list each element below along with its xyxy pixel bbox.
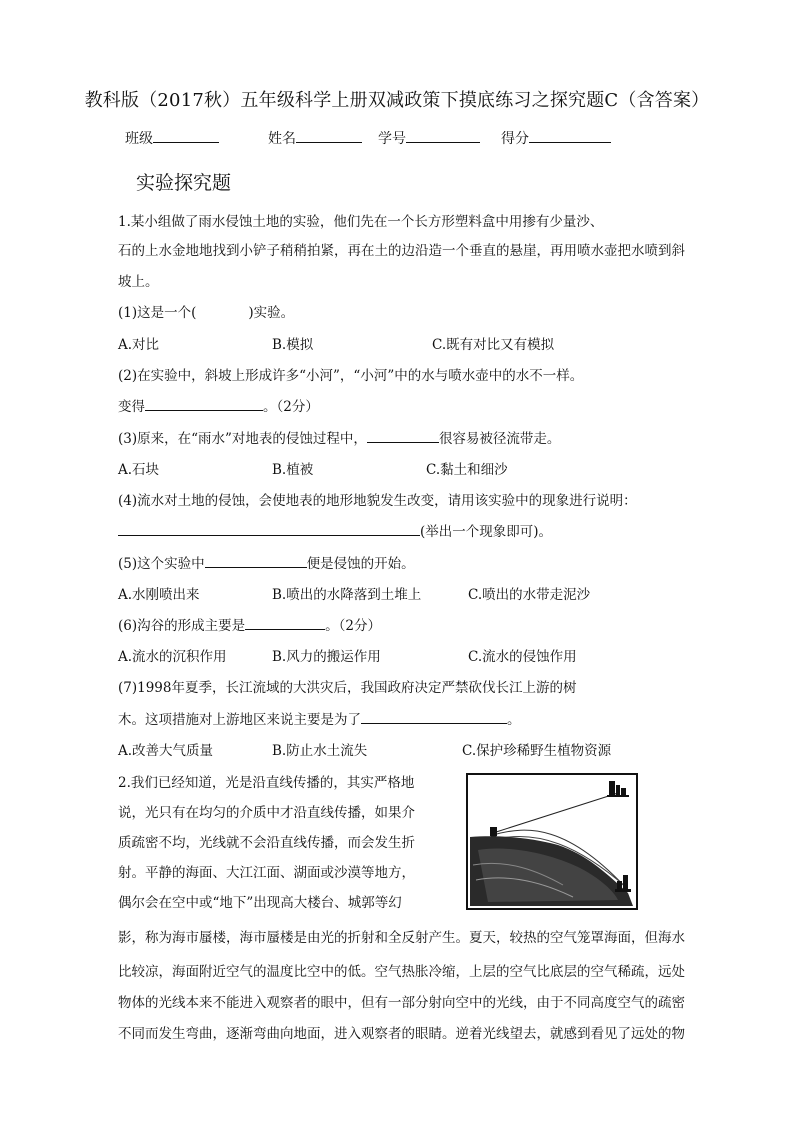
score-label: 得分 <box>501 131 529 147</box>
student-id-field <box>378 128 480 148</box>
q1-sub2-text-a: 变得 <box>118 399 145 415</box>
score-blank[interactable] <box>529 128 611 143</box>
q1-sub3-option-b[interactable]: B.植被 <box>272 462 314 478</box>
q1-sub6-option-a[interactable]: A.流水的沉积作用 <box>118 649 227 665</box>
q1-sub3-text-a: (3)原来，在“雨水”对地表的侵蚀过程中， <box>118 431 367 447</box>
student-id-label: 学号 <box>378 131 406 147</box>
q1-sub5-text-a: (5)这个实验中 <box>118 556 205 572</box>
q1-sub6 <box>118 614 381 634</box>
q1-sub3-text-b: 很容易被径流带走。 <box>438 431 561 447</box>
q1-sub7-option-b[interactable]: B.防止水土流失 <box>272 743 368 759</box>
page-title: 教科版（2017秋）五年级科学上册双减政策下摸底练习之探究题C（含答案） <box>84 90 710 111</box>
q1-sub2-line: (2)在实验中，斜坡上形成许多“小河”，“小河”中的水与喷水壶中的水不一样。 <box>118 368 584 384</box>
q1-sub7-answer <box>118 708 521 728</box>
score-field <box>501 128 611 148</box>
q1-line-1: 1.某小组做了雨水侵蚀土地的实验，他们先在一个长方形塑料盒中用掺有少量沙、 <box>118 214 604 230</box>
q1-sub7-option-c[interactable]: C.保护珍稀野生植物资源 <box>462 743 612 759</box>
q1-sub7-text-a: 木。这项措施对上游地区来说主要是为了 <box>118 712 361 728</box>
q1-sub4-line: (4)流水对土地的侵蚀，会使地表的地形地貌发生改变，请用该实验中的现象进行说明： <box>118 493 637 509</box>
q2-line-7: 比较凉，海面附近空气的温度比空中的低。空气热胀冷缩，上层的空气比底层的空气稀疏，远处 <box>118 964 685 980</box>
q1-sub4-blank[interactable] <box>118 522 420 536</box>
q1-sub5-option-c[interactable]: C.喷出的水带走泥沙 <box>468 587 591 603</box>
q2-line-1: 2.我们已经知道，光是沿直线传播的，其实严格地 <box>118 775 415 791</box>
q1-sub1 <box>118 301 294 321</box>
q1-sub1-option-a[interactable]: A.对比 <box>118 337 160 353</box>
q1-sub5-text-b: 便是侵蚀的开始。 <box>306 556 415 572</box>
q1-sub3 <box>118 427 560 447</box>
class-field <box>125 128 219 148</box>
q2-line-5: 偶尔会在空中或“地下”出现高大楼台、城郭等幻 <box>118 895 402 911</box>
q1-sub5-option-b[interactable]: B.喷出的水降落到土堆上 <box>272 587 422 603</box>
q1-sub7-option-a[interactable]: A.改善大气质量 <box>118 743 214 759</box>
q1-sub7-line: (7)1998年夏季，长江流域的大洪灾后，我国政府决定严禁砍伐长江上游的树 <box>118 680 577 696</box>
q1-line-2: 石的上水金地地找到小铲子稍稍拍紧，再在土的边沿造一个垂直的悬崖，再用喷水壶把水喷到斜 <box>118 243 685 259</box>
q1-sub6-blank[interactable] <box>245 616 325 630</box>
q1-sub1-text-a: (1)这是一个( <box>118 305 197 321</box>
q1-sub7-blank[interactable] <box>361 710 507 724</box>
q1-sub5-blank[interactable] <box>205 554 307 568</box>
q1-sub2-text-b: 。（2分） <box>263 399 319 415</box>
q2-line-6: 影，称为海市蜃楼，海市蜃楼是由光的折射和全反射产生。夏天，较热的空气笼罩海面，但海水 <box>118 930 685 946</box>
mirage-drawing <box>468 775 636 908</box>
q1-sub4-answer <box>118 520 552 540</box>
q1-sub6-text-a: (6)沟谷的形成主要是 <box>118 618 246 634</box>
mirage-illustration <box>466 773 638 910</box>
q1-sub2-blank[interactable] <box>145 397 263 411</box>
q1-sub6-text-b: 。（2分） <box>325 618 381 634</box>
q2-line-8: 物体的光线本来不能进入观察者的眼中，但有一部分射向空中的光线，由于不同高度空气的疏密 <box>118 995 685 1011</box>
q1-line-3: 坡上。 <box>118 274 159 290</box>
name-label: 姓名 <box>268 131 296 147</box>
q1-sub6-option-c[interactable]: C.流水的侵蚀作用 <box>468 649 577 665</box>
q1-sub1-option-c[interactable]: C.既有对比又有模拟 <box>432 337 555 353</box>
q2-line-3: 质疏密不均，光线就不会沿直线传播，而会发生折 <box>118 835 415 851</box>
q2-line-4: 射。平静的海面、大江江面、湖面或沙漠等地方， <box>118 865 415 881</box>
name-blank[interactable] <box>296 128 362 143</box>
q1-sub3-blank[interactable] <box>367 429 439 443</box>
q1-sub1-option-b[interactable]: B.模拟 <box>272 337 314 353</box>
class-blank[interactable] <box>153 128 219 143</box>
q1-sub1-text-b: )实验。 <box>248 305 295 321</box>
q1-sub6-option-b[interactable]: B.风力的搬运作用 <box>272 649 381 665</box>
q1-sub2-answer <box>118 395 319 415</box>
q1-sub3-option-a[interactable]: A.石块 <box>118 462 160 478</box>
student-id-blank[interactable] <box>406 128 480 143</box>
q2-line-2: 说，光只有在均匀的介质中才沿直线传播，如果介 <box>118 805 415 821</box>
section-title: 实验探究题 <box>136 172 232 194</box>
class-label: 班级 <box>125 131 153 147</box>
q1-sub4-text-b: (举出一个现象即可)。 <box>420 524 553 540</box>
q1-sub5 <box>118 552 415 572</box>
name-field <box>268 128 362 148</box>
q1-sub5-option-a[interactable]: A.水刚喷出来 <box>118 587 200 603</box>
q2-line-9: 不同而发生弯曲，逐渐弯曲向地面，进入观察者的眼睛。逆着光线望去，就感到看见了远处的物 <box>118 1026 685 1042</box>
q1-sub7-text-b: 。 <box>507 712 521 728</box>
q1-sub3-option-c[interactable]: C.黏土和细沙 <box>426 462 508 478</box>
